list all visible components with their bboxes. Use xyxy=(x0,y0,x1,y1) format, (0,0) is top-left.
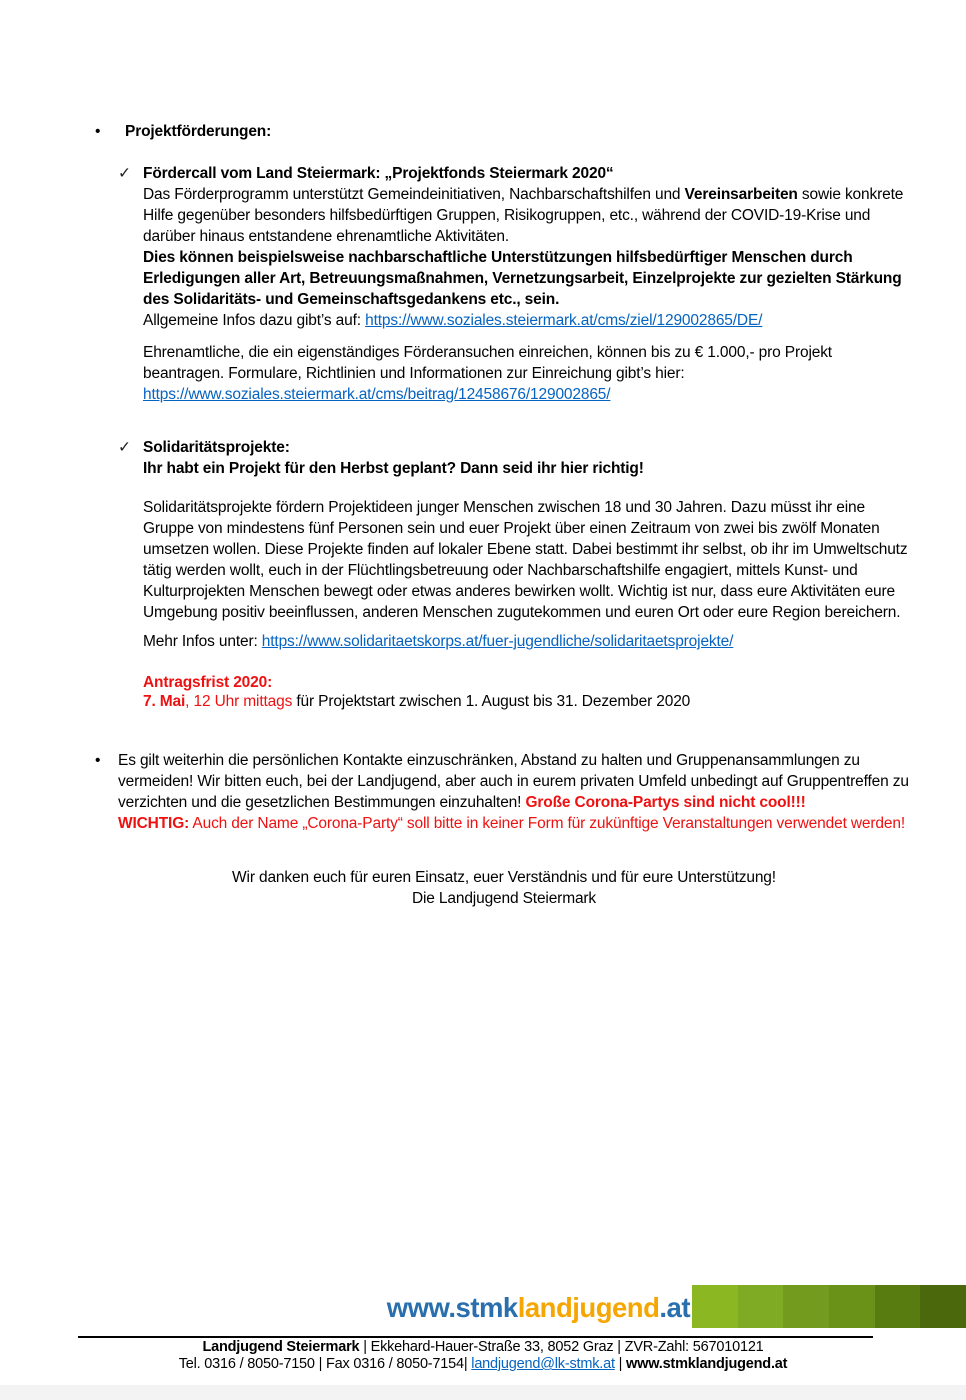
page-bottom-strip xyxy=(0,1385,966,1400)
email-link[interactable]: landjugend@lk-stmk.at xyxy=(471,1356,615,1372)
foerdercall-section xyxy=(118,163,913,405)
solidaritaetsprojekte-section xyxy=(118,437,913,711)
corona-warning-bold: Große Corona-Partys sind nicht cool!!! xyxy=(525,794,806,811)
deadline-rest: für Projektstart zwischen 1. August bis 31. Dezember 2020 xyxy=(292,693,691,710)
solidaritaetskorps-link[interactable]: https://www.solidaritaetskorps.at/fuer-jugendliche/solidaritaetsprojekte/ xyxy=(261,633,734,650)
stmklandjugend-logo xyxy=(0,1291,690,1325)
corona-text: Es gilt weiterhin die persönlichen Kontakte einzuschränken, Abstand zu halten und Gruppenansammlungen zu vermeiden! Wir bitten euch, bei der Landjugend, aber auch in eurem privaten Umfeld unbedingt auf Gruppentreffen zu verzichten und die gesetzlichen Bestimmungen einzuhalten! xyxy=(118,752,909,811)
bullet-icon: • xyxy=(95,123,101,140)
checkmark-icon: ✓ xyxy=(118,165,131,182)
green-block xyxy=(920,1285,966,1328)
foerdercall-heading: Fördercall vom Land Steiermark: „Projektfonds Steiermark 2020“ xyxy=(143,165,614,182)
corona-wichtig-label: WICHTIG: xyxy=(118,815,190,832)
footer-line-1 xyxy=(0,1339,966,1356)
foerdercall-p1-bold: Vereinsarbeiten xyxy=(684,186,798,203)
footer-address: | Ekkehard-Hauer-Straße 33, 8052 Graz | ZVR-Zahl: 567010121 xyxy=(359,1339,764,1355)
green-blocks xyxy=(692,1285,966,1328)
solidaritaet-heading-2: Ihr habt ein Projekt für den Herbst geplant? Dann seid ihr hier richtig! xyxy=(143,460,644,477)
logo-part-landjugend: landjugend xyxy=(517,1292,660,1323)
closing-line-1: Wir danken euch für euren Einsatz, euer Verständnis und für eure Unterstützung! xyxy=(232,869,776,886)
section-title-projektfoerderungen: Projektförderungen: xyxy=(125,123,272,140)
green-block xyxy=(783,1285,829,1328)
green-block xyxy=(738,1285,784,1328)
checkmark-icon: ✓ xyxy=(118,439,131,456)
foerdercall-paragraph-3: Ehrenamtliche, die ein eigenständiges Förderansuchen einreichen, können bis zu € 1.000,- pro Projekt beantragen. Formulare, Richtlinien und Informationen zur Einreichung gibt’s hier: xyxy=(143,344,832,382)
deadline-block xyxy=(143,673,913,711)
closing-line-2: Die Landjugend Steiermark xyxy=(411,890,597,907)
document-content xyxy=(95,121,913,909)
footer-contact xyxy=(0,1339,966,1373)
footer-phone-fax: Tel. 0316 / 8050-7150 | Fax 0316 / 8050-7154| xyxy=(178,1356,472,1372)
deadline-date: 7. Mai xyxy=(143,693,186,710)
closing-block xyxy=(95,867,913,909)
foerdercall-info-label: Allgemeine Infos dazu gibt’s auf: xyxy=(143,312,366,329)
green-block xyxy=(692,1285,738,1328)
deadline-time: , 12 Uhr mittags xyxy=(185,693,293,710)
foerdercall-p1-text2: sowie konkrete Hilfe gegenüber besonders hilfsbedürftigen Gruppen, Risikogruppen, etc., während der COVID-19-Krise und darüber hinaus entstandene ehrenamtliche Aktivitäten. xyxy=(143,186,904,245)
bullet-item-projektfoerderungen xyxy=(95,121,913,142)
bullet-item-corona xyxy=(95,750,913,834)
soziales-ziel-link[interactable]: https://www.soziales.steiermark.at/cms/ziel/129002865/DE/ xyxy=(365,312,763,329)
green-block xyxy=(875,1285,921,1328)
green-block xyxy=(829,1285,875,1328)
bullet-icon: • xyxy=(95,752,101,769)
footer-separator: | xyxy=(614,1356,627,1372)
foerdercall-paragraph-2-bold: Dies können beispielsweise nachbarschaftliche Unterstützungen hilfsbedürftiger Menschen durch Erledigungen aller Art, Betreuungsmaßnahmen, Vernetzungsarbeit, Einzelprojekte zur gezielten Stärkung des Solidaritäts- und Gemeinschaftsgedankens etc., sein. xyxy=(143,249,902,308)
deadline-title: Antragsfrist 2020: xyxy=(143,674,273,691)
solidaritaet-info-line xyxy=(143,631,913,652)
footer-line-2 xyxy=(0,1356,966,1373)
footer-org-name: Landjugend Steiermark xyxy=(202,1339,360,1355)
logo-part-at: .at xyxy=(659,1292,690,1323)
foerdercall-info-line xyxy=(143,310,913,331)
corona-paragraph xyxy=(118,750,913,834)
corona-wichtig-text: Auch der Name „Corona-Party“ soll bitte in keiner Form für zukünftige Veranstaltungen verwendet werden! xyxy=(189,815,905,832)
foerdercall-p1-text: Das Förderprogramm unterstützt Gemeindeinitiativen, Nachbarschaftshilfen und xyxy=(143,186,685,203)
soziales-beitrag-link[interactable]: https://www.soziales.steiermark.at/cms/beitrag/12458676/129002865/ xyxy=(143,386,611,403)
solidaritaet-info-label: Mehr Infos unter: xyxy=(143,633,262,650)
logo-part-www-stmk: www.stmk xyxy=(386,1292,518,1323)
footer-website: www.stmklandjugend.at xyxy=(626,1356,788,1372)
foerdercall-paragraph-1 xyxy=(143,184,913,247)
solidaritaet-heading-1: Solidaritätsprojekte: xyxy=(143,439,290,456)
footer-divider xyxy=(78,1336,873,1338)
solidaritaet-paragraph: Solidaritätsprojekte fördern Projektideen junger Menschen zwischen 18 und 30 Jahren. Dazu müsst ihr eine Gruppe von mindestens fünf Personen sein und euer Projekt über einen Zeitraum von zwei bis zwölf Monaten umsetzen wollen. Diese Projekte finden auf lokaler Ebene statt. Dabei bestimmt ihr selbst, ob ihr im Umweltschutz tätig werden wollt, euch in der Flüchtlingsbetreuung oder Nachbarschaftshilfe engagiert, mittels Kunst- und Kulturprojekten Menschen bewegt oder etwas anderes bewirken wollt. Wichtig ist nur, dass eure Aktivitäten eure Umgebung positiv beeinflussen, anderen Menschen zugutekommen und euren Ort oder eure Region bereichern. xyxy=(143,499,908,621)
